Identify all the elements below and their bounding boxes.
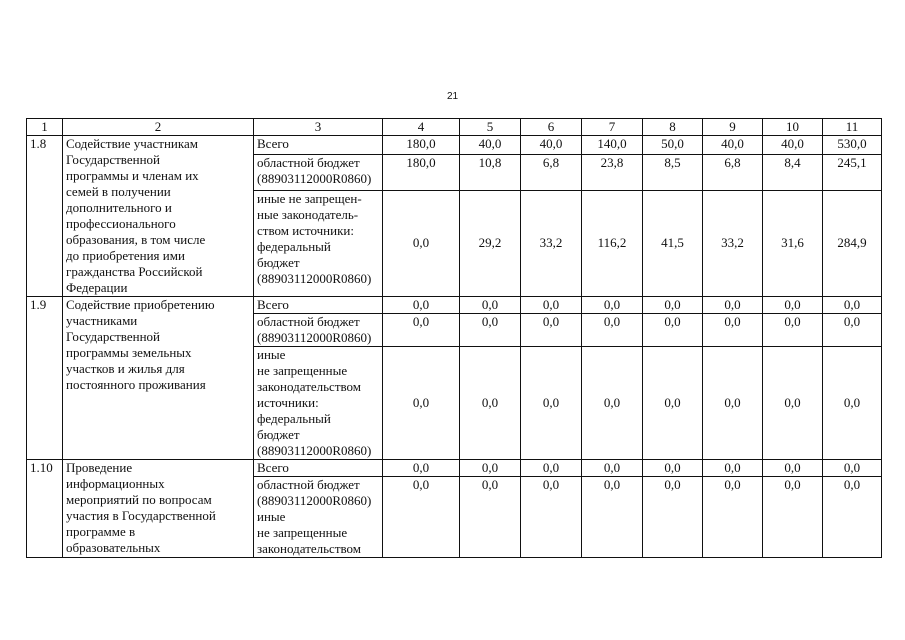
- value-cell: 33,2: [521, 190, 582, 296]
- col-header: 4: [383, 119, 460, 136]
- value-cell: 40,0: [703, 136, 763, 155]
- value-cell: 0,0: [383, 347, 460, 460]
- value-cell: 40,0: [521, 136, 582, 155]
- value-cell: 50,0: [643, 136, 703, 155]
- value-cell: 0,0: [383, 477, 460, 558]
- value-cell: 0,0: [460, 460, 521, 477]
- value-cell: 8,4: [763, 154, 823, 190]
- value-cell: 0,0: [582, 297, 643, 314]
- funding-source: Всего: [254, 136, 383, 155]
- value-cell: 0,0: [582, 314, 643, 347]
- value-cell: 40,0: [763, 136, 823, 155]
- activity-name: Содействие участникам Государственной программы и членам их семей в получении дополнительного и профессионального образования, в том числе до приобретения ими гражданства Российской Федерации: [63, 136, 254, 297]
- value-cell: 0,0: [763, 347, 823, 460]
- budget-table: [26, 118, 882, 558]
- value-cell: 0,0: [763, 460, 823, 477]
- col-header: 7: [582, 119, 643, 136]
- header-row: [27, 119, 882, 136]
- value-cell: 0,0: [582, 460, 643, 477]
- funding-source: иные не запрещен- ные законодатель- ством источники: федеральный бюджет (88903112000R0860): [254, 190, 383, 296]
- value-cell: 0,0: [460, 347, 521, 460]
- funding-source: Всего: [254, 460, 383, 477]
- value-cell: 29,2: [460, 190, 521, 296]
- value-cell: 0,0: [383, 314, 460, 347]
- value-cell: 6,8: [521, 154, 582, 190]
- value-cell: 0,0: [383, 190, 460, 296]
- value-cell: 180,0: [383, 154, 460, 190]
- value-cell: 6,8: [703, 154, 763, 190]
- value-cell: 0,0: [643, 460, 703, 477]
- value-cell: 0,0: [703, 460, 763, 477]
- value-cell: 23,8: [582, 154, 643, 190]
- value-cell: 0,0: [521, 460, 582, 477]
- col-header: 8: [643, 119, 703, 136]
- col-header: 5: [460, 119, 521, 136]
- value-cell: 33,2: [703, 190, 763, 296]
- value-cell: 0,0: [763, 477, 823, 558]
- value-cell: 0,0: [763, 297, 823, 314]
- value-cell: 0,0: [643, 347, 703, 460]
- value-cell: 0,0: [582, 347, 643, 460]
- value-cell: 0,0: [823, 347, 882, 460]
- value-cell: 0,0: [521, 347, 582, 460]
- value-cell: 0,0: [823, 460, 882, 477]
- value-cell: 0,0: [763, 314, 823, 347]
- value-cell: 0,0: [383, 460, 460, 477]
- value-cell: 40,0: [460, 136, 521, 155]
- col-header: 2: [63, 119, 254, 136]
- value-cell: 0,0: [521, 477, 582, 558]
- table-row: [27, 297, 882, 314]
- table-row: [27, 460, 882, 477]
- value-cell: 530,0: [823, 136, 882, 155]
- value-cell: 0,0: [643, 297, 703, 314]
- value-cell: 0,0: [703, 477, 763, 558]
- value-cell: 10,8: [460, 154, 521, 190]
- value-cell: 0,0: [703, 314, 763, 347]
- value-cell: 180,0: [383, 136, 460, 155]
- row-index: 1.10: [27, 460, 63, 558]
- value-cell: 8,5: [643, 154, 703, 190]
- value-cell: 41,5: [643, 190, 703, 296]
- value-cell: 0,0: [521, 297, 582, 314]
- funding-source: областной бюджет (88903112000R0860): [254, 314, 383, 347]
- value-cell: 31,6: [763, 190, 823, 296]
- value-cell: 0,0: [460, 297, 521, 314]
- value-cell: 0,0: [460, 314, 521, 347]
- value-cell: 116,2: [582, 190, 643, 296]
- funding-source: областной бюджет (88903112000R0860): [254, 154, 383, 190]
- funding-source: иные не запрещенные законодательством источники: федеральный бюджет (88903112000R0860): [254, 347, 383, 460]
- value-cell: 245,1: [823, 154, 882, 190]
- activity-name: Содействие приобретению участниками Государственной программы земельных участков и жилья для постоянного проживания: [63, 297, 254, 460]
- activity-name: Проведение информационных мероприятий по вопросам участия в Государственной программе в образовательных: [63, 460, 254, 558]
- col-header: 6: [521, 119, 582, 136]
- funding-source: областной бюджет (88903112000R0860) иные не запрещенные законодательством: [254, 477, 383, 558]
- value-cell: 0,0: [823, 477, 882, 558]
- col-header: 1: [27, 119, 63, 136]
- row-index: 1.9: [27, 297, 63, 460]
- col-header: 3: [254, 119, 383, 136]
- col-header: 10: [763, 119, 823, 136]
- row-index: 1.8: [27, 136, 63, 297]
- value-cell: 140,0: [582, 136, 643, 155]
- value-cell: 0,0: [383, 297, 460, 314]
- col-header: 11: [823, 119, 882, 136]
- value-cell: 0,0: [643, 314, 703, 347]
- value-cell: 0,0: [460, 477, 521, 558]
- value-cell: 0,0: [703, 297, 763, 314]
- col-header: 9: [703, 119, 763, 136]
- funding-source: Всего: [254, 297, 383, 314]
- value-cell: 0,0: [823, 297, 882, 314]
- page-number: 21: [446, 91, 459, 102]
- value-cell: 0,0: [823, 314, 882, 347]
- value-cell: 0,0: [703, 347, 763, 460]
- value-cell: 284,9: [823, 190, 882, 296]
- value-cell: 0,0: [643, 477, 703, 558]
- value-cell: 0,0: [521, 314, 582, 347]
- table-row: [27, 136, 882, 155]
- value-cell: 0,0: [582, 477, 643, 558]
